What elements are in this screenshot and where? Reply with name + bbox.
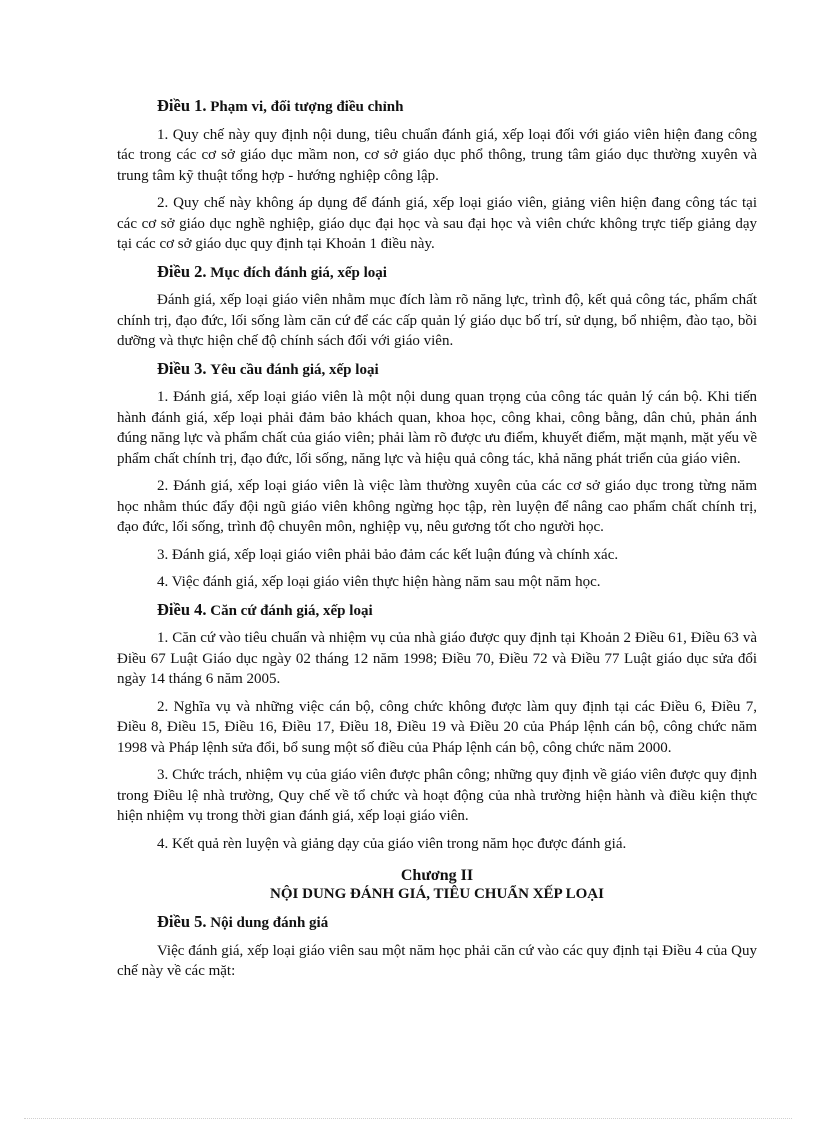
article-4-paragraph: 1. Căn cứ vào tiêu chuẩn và nhiệm vụ của nhà giáo được quy định tại Khoản 2 Điều 61, Điều 63 và Điều 67 Luật Giáo dục ngày 02 tháng 12 năm 1998; Điều 70, Điều 72 và Điều 77 Luật giáo dục sửa đổi ngày 14 tháng 6 năm 2005. xyxy=(117,630,757,687)
article-3-paragraph: 3. Đánh giá, xếp loại giáo viên phải bảo đảm các kết luận đúng và chính xác. xyxy=(157,546,619,563)
article-2-title: Mục đích đánh giá, xếp loại xyxy=(210,264,387,281)
article-4-number: Điều 4. xyxy=(157,599,207,619)
chapter-heading xyxy=(117,866,757,904)
article-1-paragraph: 2. Quy chế này không áp dụng để đánh giá, xếp loại giáo viên, giảng viên hiện đang công tác tại các cơ sở giáo dục nghề nghiệp, giáo dục đại học và sau đại học và viên chức không trực tiếp giảng dạy tại các cơ sở giáo dục quy định tại Khoản 1 điều này. xyxy=(117,195,757,252)
article-5-paragraph: Việc đánh giá, xếp loại giáo viên sau một năm học phải căn cứ vào các quy định tại Điều 4 của Quy chế này về các mặt: xyxy=(117,942,757,979)
article-4-title: Căn cứ đánh giá, xếp loại xyxy=(210,602,373,619)
article-3-heading xyxy=(117,359,757,381)
article-3-title: Yêu cầu đánh giá, xếp loại xyxy=(210,361,379,378)
article-5-number: Điều 5. xyxy=(157,912,207,931)
page-bottom-divider xyxy=(24,1118,792,1119)
chapter-title: NỘI DUNG ĐÁNH GIÁ, TIÊU CHUẨN XẾP LOẠI xyxy=(270,886,604,902)
article-1-number: Điều 1. xyxy=(157,96,207,115)
document-page xyxy=(117,96,757,989)
article-5-heading xyxy=(117,912,757,934)
article-4-heading xyxy=(117,600,757,622)
article-3-paragraph: 4. Việc đánh giá, xếp loại giáo viên thực hiện hàng năm sau một năm học. xyxy=(157,574,601,590)
article-3-paragraph: 1. Đánh giá, xếp loại giáo viên là một nội dung quan trọng của công tác quản lý cán bộ. Khi tiến hành đánh giá, xếp loại phải đảm bảo khách quan, khoa học, công khai, công bằng, dân chủ, phản ánh đúng năng lực và phẩm chất của giáo viên; phải làm rõ được ưu điểm, khuyết điểm, mặt mạnh, mặt yếu về phẩm chất chính trị, đạo đức, lối sống, năng lực và hiệu quả công tác, khả năng phát triển của giáo viên. xyxy=(117,389,757,467)
article-4-paragraph: 2. Nghĩa vụ và những việc cán bộ, công chức không được làm quy định tại các Điều 6, Điều 7, Điều 8, Điều 15, Điều 16, Điều 17, Điều 18, Điều 19 và Điều 20 của Pháp lệnh cán bộ, công chức năm 1998 và Pháp lệnh sửa đổi, bổ sung một số điều của Pháp lệnh cán bộ, công chức năm 2000. xyxy=(117,698,757,756)
article-4-paragraph: 3. Chức trách, nhiệm vụ của giáo viên được phân công; những quy định về giáo viên được quy định trong Điều lệ nhà trường, Quy chế về tổ chức và hoạt động của nhà trường hiện hành và điều kiện thực hiện nhiệm vụ trong thời gian đánh giá, xếp loại giáo viên. xyxy=(117,767,757,824)
chapter-label: Chương II xyxy=(400,867,474,884)
article-4-paragraph: 4. Kết quả rèn luyện và giảng dạy của giáo viên trong năm học được đánh giá. xyxy=(157,835,627,852)
article-3-number: Điều 3. xyxy=(157,358,207,378)
article-5-title: Nội dung đánh giá xyxy=(210,915,329,931)
article-1-paragraph: 1. Quy chế này quy định nội dung, tiêu chuẩn đánh giá, xếp loại đối với giáo viên hiện đang công tác trong các cơ sở giáo dục mầm non, cơ sở giáo dục phổ thông, trung tâm giáo dục thường xuyên và trung tâm kỹ thuật tổng hợp - hướng nghiệp công lập. xyxy=(117,126,757,184)
article-1-heading xyxy=(117,96,757,118)
article-2-paragraph: Đánh giá, xếp loại giáo viên nhằm mục đích làm rõ năng lực, trình độ, kết quả công tác, phẩm chất chính trị, đạo đức, lối sống làm căn cứ để các cấp quản lý giáo dục bố trí, sử dụng, bổ nhiệm, đào tạo, bồi dưỡng và thực hiện chế độ chính sách đối với giáo viên. xyxy=(117,292,757,349)
article-2-heading xyxy=(117,262,757,284)
article-3-paragraph: 2. Đánh giá, xếp loại giáo viên là việc làm thường xuyên của các cơ sở giáo dục trong từng năm học nhằm thúc đẩy đội ngũ giáo viên không ngừng học tập, rèn luyện để nâng cao phẩm chất chính trị, đạo đức, lối sống, trình độ chuyên môn, nghiệp vụ, nêu gương tốt cho người học. xyxy=(117,478,757,535)
article-1-title: Phạm vi, đối tượng điều chỉnh xyxy=(210,99,404,115)
article-2-number: Điều 2. xyxy=(157,261,207,281)
